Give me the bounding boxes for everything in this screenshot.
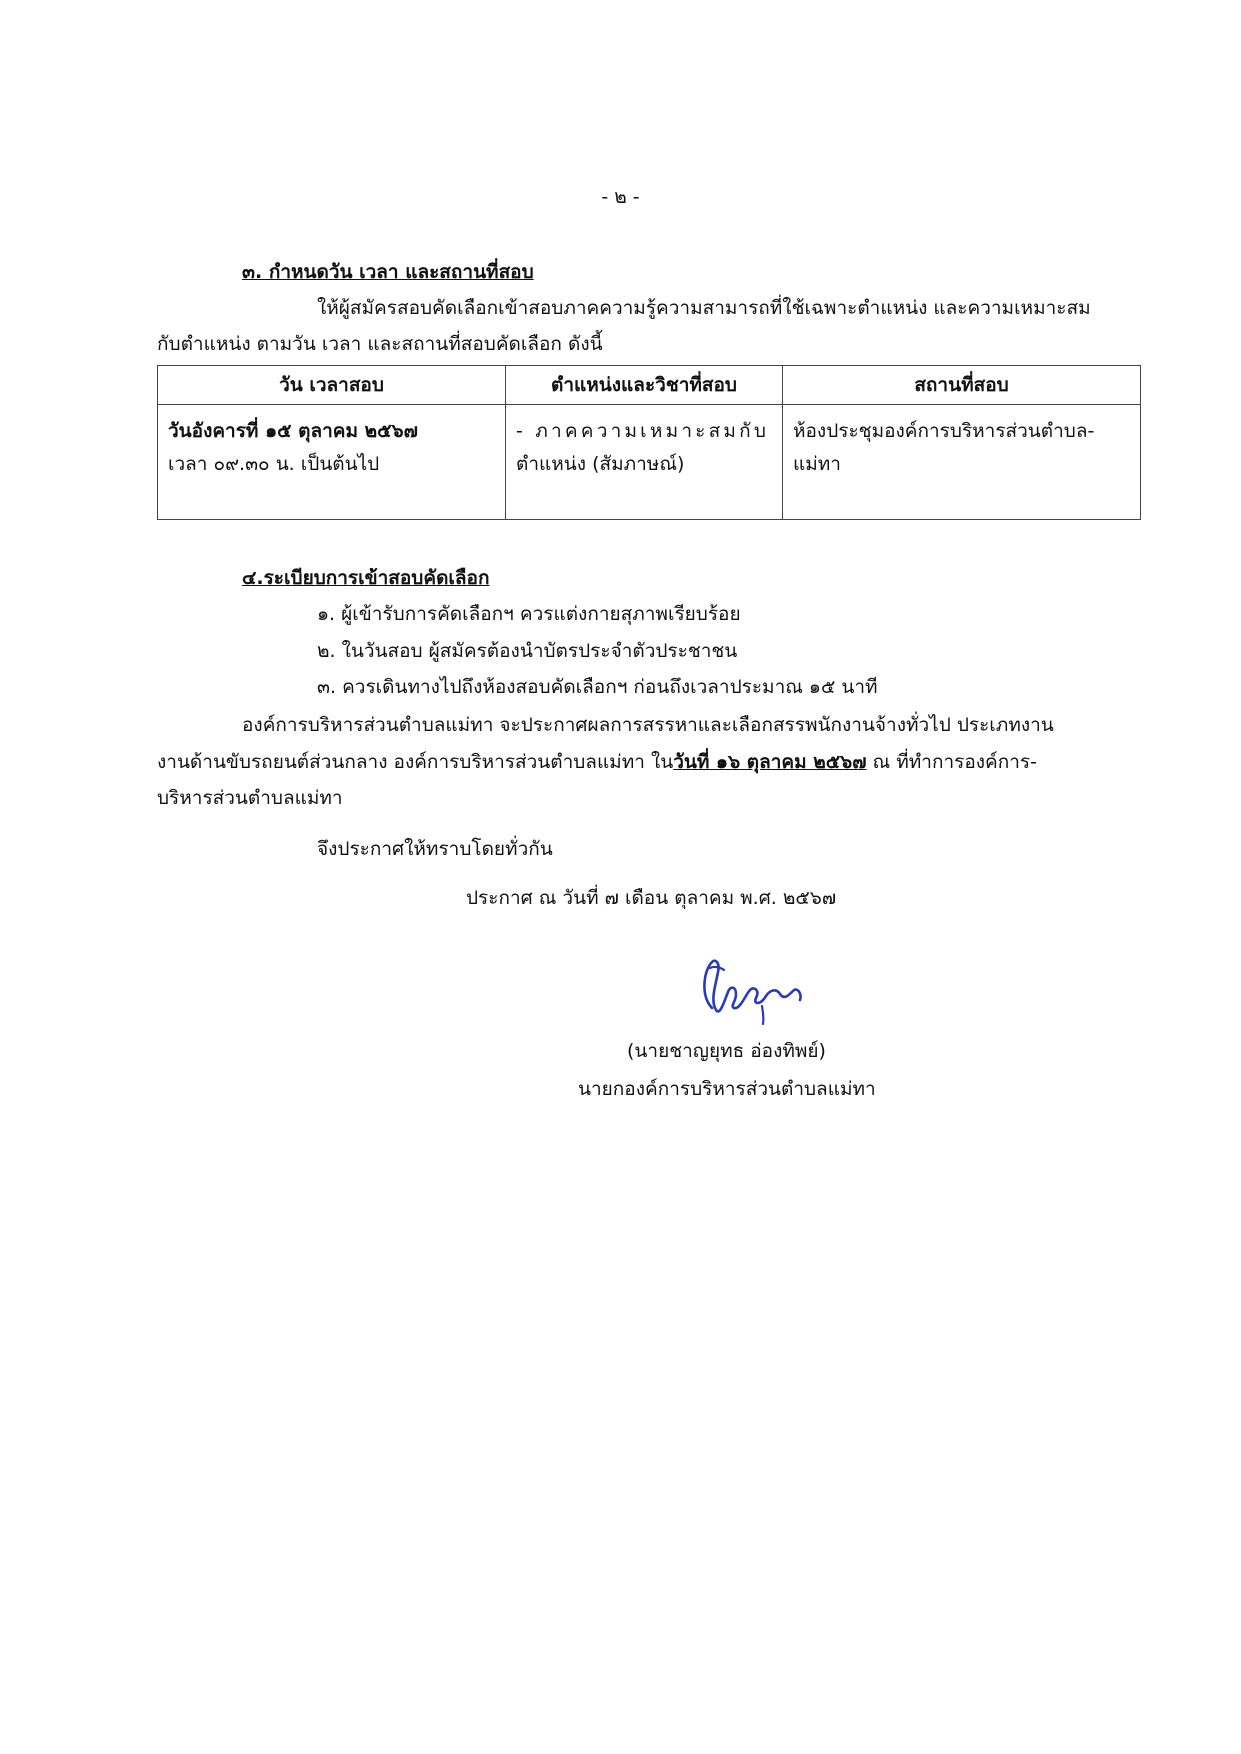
announcement-line1: องค์การบริหารส่วนตำบลแม่ทา จะประกาศผลการสรรหาและเลือกสรรพนักงานจ้างทั่วไป ประเภทงาน: [242, 714, 1054, 736]
exam-date: วันอังคารที่ ๑๕ ตุลาคม ๒๕๖๗: [168, 420, 418, 442]
exam-location: ห้องประชุมองค์การบริหารส่วนตำบล-: [793, 420, 1095, 442]
exam-time: เวลา ๐๙.๓๐ น. เป็นต้นไป: [168, 453, 380, 476]
header-position-subject: ตำแหน่งและวิชาที่สอบ: [506, 366, 783, 405]
section3-paragraph-line2: กับตำแหน่ง ตามวัน เวลา และสถานที่สอบคัดเลือก ดังนี้: [157, 333, 603, 355]
section4-heading: ๔.ระเบียบการเข้าสอบคัดเลือก: [242, 567, 490, 589]
signatory-name: (นายชาญยุทธ อ่องทิพย์): [627, 1040, 826, 1062]
rule-item-3: ๓. ควรเดินทางไปถึงห้องสอบคัดเลือกฯ ก่อนถึงเวลาประมาณ ๑๕ นาที: [317, 676, 878, 698]
exam-schedule-table: [157, 365, 1141, 520]
exam-subject-detail: ตำแหน่ง (สัมภาษณ์): [516, 453, 685, 476]
announcement-line2-pre: งานด้านขับรถยนต์ส่วนกลาง องค์การบริหารส่วนตำบลแม่ทา ใน: [157, 751, 674, 773]
cell-date-time: [158, 405, 506, 520]
cell-position-subject: [506, 405, 783, 520]
announcement-line3: บริหารส่วนตำบลแม่ทา: [157, 787, 343, 809]
section3-paragraph-line1: ให้ผู้สมัครสอบคัดเลือกเข้าสอบภาคความรู้ความสามารถที่ใช้เฉพาะตำแหน่ง และความเหมาะสม: [317, 297, 1091, 319]
header-exam-location: สถานที่สอบ: [783, 366, 1141, 405]
rule-item-1: ๑. ผู้เข้ารับการคัดเลือกฯ ควรแต่งกายสุภาพเรียบร้อย: [317, 603, 741, 625]
page-number: - ๒ -: [601, 186, 640, 208]
closing-notice: จึงประกาศให้ทราบโดยทั่วกัน: [317, 838, 553, 860]
exam-subject: - ภาคความเหมาะสมกับ: [516, 420, 770, 442]
table-row: [158, 405, 1141, 520]
announcement-line2: [157, 751, 1037, 774]
section3-heading: ๓. กำหนดวัน เวลา และสถานที่สอบ: [242, 261, 534, 283]
signatory-title: นายกองค์การบริหารส่วนตำบลแม่ทา: [578, 1078, 876, 1100]
table-header-row: [158, 366, 1141, 405]
result-date: วันที่ ๑๖ ตุลาคม ๒๕๖๗: [673, 751, 867, 773]
announcement-line2-post: ณ ที่ทำการองค์การ-: [866, 751, 1037, 773]
rule-item-2: ๒. ในวันสอบ ผู้สมัครต้องนำบัตรประจำตัวประชาชน: [317, 640, 738, 662]
cell-exam-location: [783, 405, 1141, 520]
header-date-time: วัน เวลาสอบ: [158, 366, 506, 405]
exam-location-cont: แม่ทา: [793, 453, 841, 476]
announcement-date: ประกาศ ณ วันที่ ๗ เดือน ตุลาคม พ.ศ. ๒๕๖๗: [466, 887, 837, 909]
signature-image: [690, 950, 830, 1030]
